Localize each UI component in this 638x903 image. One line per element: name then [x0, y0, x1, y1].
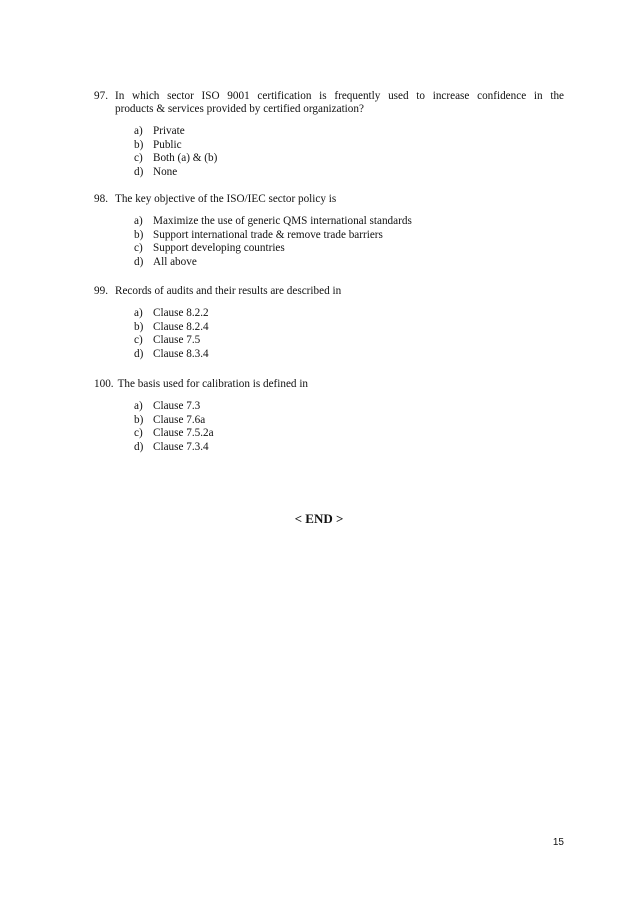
question-stem [94, 285, 564, 298]
option-letter: d) [134, 347, 144, 360]
option-c [134, 152, 564, 166]
option-list [134, 215, 564, 269]
option-text: Support international trade & remove trade barriers [153, 228, 383, 241]
option-text: Clause 7.6a [153, 413, 206, 426]
option-letter: b) [134, 320, 144, 333]
option-list [134, 307, 564, 361]
option-c [134, 334, 564, 348]
question-text-line: In which sector ISO 9001 certification is frequently used to increase confidence in the [115, 90, 564, 102]
question-text: The key objective of the ISO/IEC sector policy is [115, 193, 337, 205]
option-c [134, 427, 564, 441]
question-text [115, 90, 564, 116]
question-text-line: products & services provided by certified organization? [115, 103, 364, 115]
question-text: The basis used for calibration is defined in [117, 378, 309, 390]
option-a [134, 125, 564, 139]
option-letter: b) [134, 413, 144, 426]
question-stem [94, 193, 564, 206]
option-text: Clause 7.5 [153, 334, 201, 347]
option-text: Maximize the use of generic QMS international standards [153, 215, 412, 227]
end-marker: < END > [294, 511, 344, 526]
question-stem [94, 90, 564, 116]
option-d [134, 166, 564, 180]
option-a [134, 400, 564, 414]
question-97 [94, 90, 564, 179]
option-text: Both (a) & (b) [153, 152, 218, 165]
option-letter: d) [134, 440, 144, 453]
option-letter: a) [134, 215, 143, 227]
question-number: 100. [94, 378, 114, 390]
question-100 [94, 378, 564, 454]
option-b [134, 139, 564, 153]
option-text: Clause 8.3.4 [153, 347, 209, 360]
option-text: Private [153, 125, 185, 137]
question-text: Records of audits and their results are described in [115, 285, 342, 297]
option-c [134, 242, 564, 256]
option-text: Clause 7.5.2a [153, 427, 214, 440]
question-99 [94, 285, 564, 361]
option-letter: d) [134, 255, 144, 268]
option-letter: c) [134, 334, 143, 347]
option-d [134, 441, 564, 455]
option-text: None [153, 165, 178, 178]
option-d [134, 348, 564, 362]
option-letter: c) [134, 427, 143, 440]
option-text: Clause 7.3.4 [153, 440, 209, 453]
option-letter: a) [134, 400, 143, 412]
option-b [134, 321, 564, 335]
option-list [134, 400, 564, 454]
option-text: Support developing countries [153, 242, 285, 255]
option-b [134, 414, 564, 428]
question-stem [94, 378, 564, 391]
option-d [134, 256, 564, 270]
option-letter: b) [134, 228, 144, 241]
option-text: Clause 7.3 [153, 400, 201, 412]
option-letter: b) [134, 138, 144, 151]
page-number: 15 [552, 837, 564, 848]
option-text: Clause 8.2.4 [153, 320, 209, 333]
option-text: All above [153, 255, 197, 268]
question-98 [94, 193, 564, 269]
option-letter: a) [134, 307, 143, 319]
option-letter: d) [134, 165, 144, 178]
option-letter: c) [134, 152, 143, 165]
option-text: Clause 8.2.2 [153, 307, 209, 319]
option-letter: a) [134, 125, 143, 137]
option-b [134, 229, 564, 243]
option-a [134, 215, 564, 229]
option-text: Public [153, 138, 182, 151]
question-number: 97. [94, 90, 108, 102]
option-list [134, 125, 564, 179]
question-number: 99. [94, 285, 108, 297]
question-number: 98. [94, 193, 108, 205]
option-a [134, 307, 564, 321]
option-letter: c) [134, 242, 143, 255]
